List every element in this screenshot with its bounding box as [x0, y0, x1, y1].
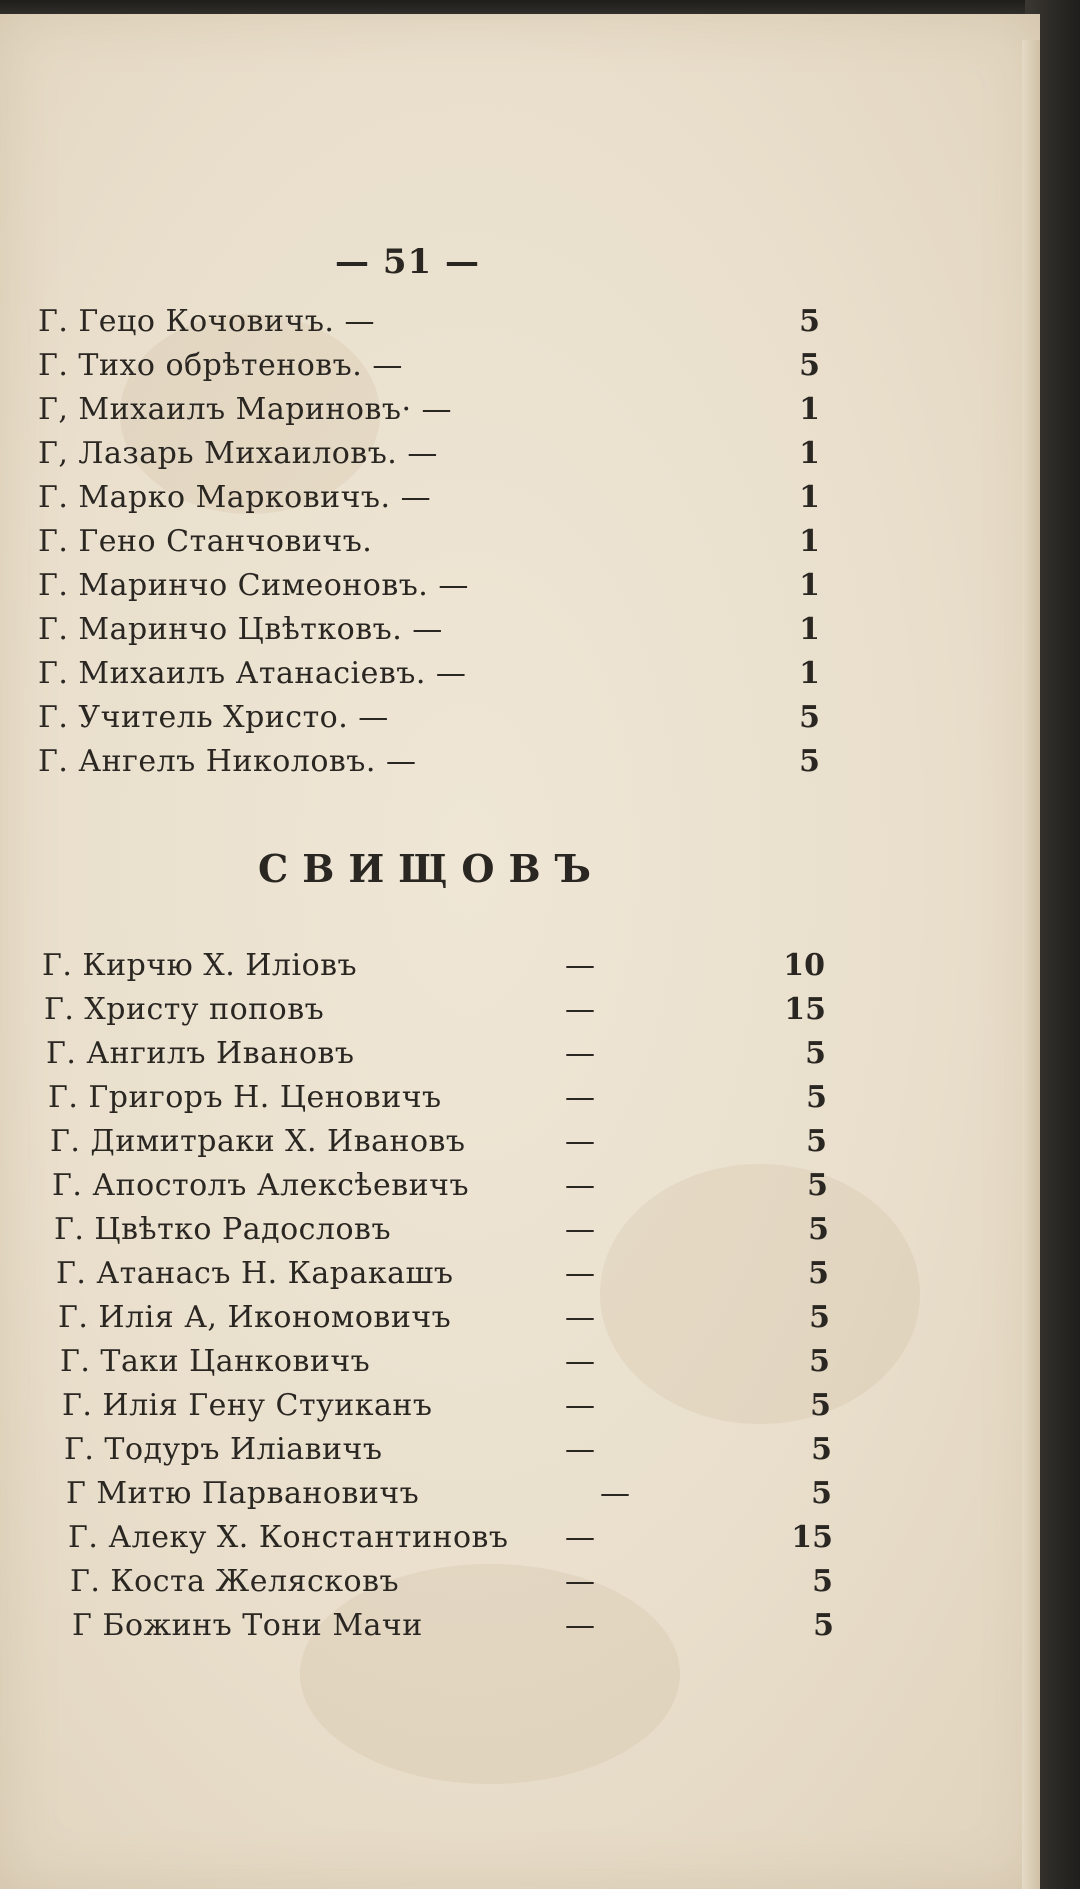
donation-amount: 1: [799, 524, 820, 559]
page-number: — 51 —: [335, 242, 480, 282]
separator-dash: —: [600, 1476, 630, 1511]
donor-name: Г. Марко Марковичъ. —: [38, 480, 432, 515]
donation-amount: 5: [799, 304, 820, 339]
donation-amount: 5: [799, 700, 820, 735]
donor-row: [0, 1080, 1040, 1124]
donor-row: [0, 436, 1040, 480]
donor-row: [0, 1388, 1040, 1432]
donor-name: Г. Учитель Христо. —: [38, 700, 389, 735]
donor-name: Г. Михаилъ Атанасіевъ. —: [38, 656, 467, 691]
donation-amount: 10: [783, 948, 825, 983]
separator-dash: —: [565, 1520, 595, 1555]
donor-row: [0, 1344, 1040, 1388]
paper-sheet: [0, 14, 1040, 1889]
separator-dash: —: [565, 1212, 595, 1247]
donor-row: [0, 612, 1040, 656]
donation-amount: 5: [806, 1080, 827, 1115]
donor-name: Г. Гецо Кочовичъ. —: [38, 304, 375, 339]
donor-row: [0, 744, 1040, 788]
donation-amount: 5: [811, 1476, 832, 1511]
donor-name: Г. Маринчо Симеоновъ. —: [38, 568, 469, 603]
donor-name: Г. Ангилъ Ивановъ: [46, 1036, 355, 1071]
separator-dash: —: [565, 1256, 595, 1291]
donor-row: [0, 568, 1040, 612]
donor-row: [0, 1564, 1040, 1608]
donor-row: [0, 992, 1040, 1036]
donation-amount: 5: [809, 1344, 830, 1379]
donation-amount: 1: [799, 568, 820, 603]
donor-name: Г, Лазарь Михаиловъ. —: [38, 436, 438, 471]
donation-amount: 5: [805, 1036, 826, 1071]
donor-name: Г, Михаилъ Мариновъ· —: [38, 392, 453, 427]
donor-name: Г. Илія А, Икономовичъ: [58, 1300, 452, 1335]
donor-name: Г. Кирчю Х. Иліовъ: [42, 948, 358, 983]
donor-name: Г Божинъ Тони Мачи: [72, 1608, 423, 1643]
donor-name: Г. Таки Цанковичъ: [60, 1344, 371, 1379]
donor-name: Г. Атанасъ Н. Каракашъ: [56, 1256, 454, 1291]
donation-amount: 1: [799, 612, 820, 647]
donor-row: [0, 1520, 1040, 1564]
donor-row: [0, 1300, 1040, 1344]
donation-amount: 5: [799, 348, 820, 383]
donation-amount: 5: [808, 1256, 829, 1291]
donation-amount: 5: [811, 1432, 832, 1467]
donor-name: Г. Тодуръ Иліавичъ: [64, 1432, 383, 1467]
donor-row: [0, 1608, 1040, 1652]
donation-amount: 1: [799, 480, 820, 515]
donor-name: Г Митю Парвановичъ: [66, 1476, 420, 1511]
donation-amount: 5: [810, 1388, 831, 1423]
printed-text: [0, 14, 1040, 1889]
donor-row: [0, 1168, 1040, 1212]
donor-name: Г. Коста Желясковъ: [70, 1564, 400, 1599]
separator-dash: —: [565, 1564, 595, 1599]
donor-row: [0, 656, 1040, 700]
donation-amount: 5: [799, 744, 820, 779]
separator-dash: —: [565, 1080, 595, 1115]
donor-row: [0, 1036, 1040, 1080]
donor-name: Г. Апостолъ Алексѣевичъ: [52, 1168, 470, 1203]
donor-row: [0, 480, 1040, 524]
separator-dash: —: [565, 1124, 595, 1159]
separator-dash: —: [565, 1036, 595, 1071]
donor-name: Г. Тихо обрѣтеновъ. —: [38, 348, 403, 383]
donor-row: [0, 1124, 1040, 1168]
separator-dash: —: [565, 1608, 595, 1643]
separator-dash: —: [565, 1344, 595, 1379]
donor-name: Г. Цвѣтко Радословъ: [54, 1212, 392, 1247]
separator-dash: —: [565, 948, 595, 983]
donation-amount: 1: [799, 392, 820, 427]
donor-row: [0, 524, 1040, 568]
donation-amount: 5: [807, 1168, 828, 1203]
donor-row: [0, 1256, 1040, 1300]
donor-row: [0, 1476, 1040, 1520]
donor-row: [0, 304, 1040, 348]
donation-amount: 5: [812, 1564, 833, 1599]
donation-amount: 1: [799, 436, 820, 471]
donation-amount: 5: [813, 1608, 834, 1643]
donor-row: [0, 700, 1040, 744]
donor-row: [0, 1212, 1040, 1256]
donor-name: Г. Христу поповъ: [44, 992, 325, 1027]
donor-name: Г. Григоръ Н. Ценовичъ: [48, 1080, 442, 1115]
donor-name: Г. Алеку Х. Константиновъ: [68, 1520, 509, 1555]
donor-row: [0, 1432, 1040, 1476]
separator-dash: —: [565, 992, 595, 1027]
donation-amount: 15: [784, 992, 826, 1027]
donor-row: [0, 392, 1040, 436]
paper-edge: [1022, 40, 1040, 1889]
donor-row: [0, 948, 1040, 992]
donation-amount: 1: [799, 656, 820, 691]
donor-name: Г. Маринчо Цвѣтковъ. —: [38, 612, 443, 647]
separator-dash: —: [565, 1432, 595, 1467]
separator-dash: —: [565, 1388, 595, 1423]
donation-amount: 5: [808, 1212, 829, 1247]
separator-dash: —: [565, 1300, 595, 1335]
donor-name: Г. Илія Гену Стуиканъ: [62, 1388, 433, 1423]
separator-dash: —: [565, 1168, 595, 1203]
donor-name: Г. Димитраки Х. Ивановъ: [50, 1124, 466, 1159]
section-heading: СВИЩОВЪ: [258, 846, 605, 891]
donation-amount: 5: [806, 1124, 827, 1159]
donor-row: [0, 348, 1040, 392]
donor-name: Г. Ангелъ Николовъ. —: [38, 744, 417, 779]
donor-name: Г. Гено Станчовичъ.: [38, 524, 373, 559]
donation-amount: 15: [791, 1520, 833, 1555]
donation-amount: 5: [809, 1300, 830, 1335]
